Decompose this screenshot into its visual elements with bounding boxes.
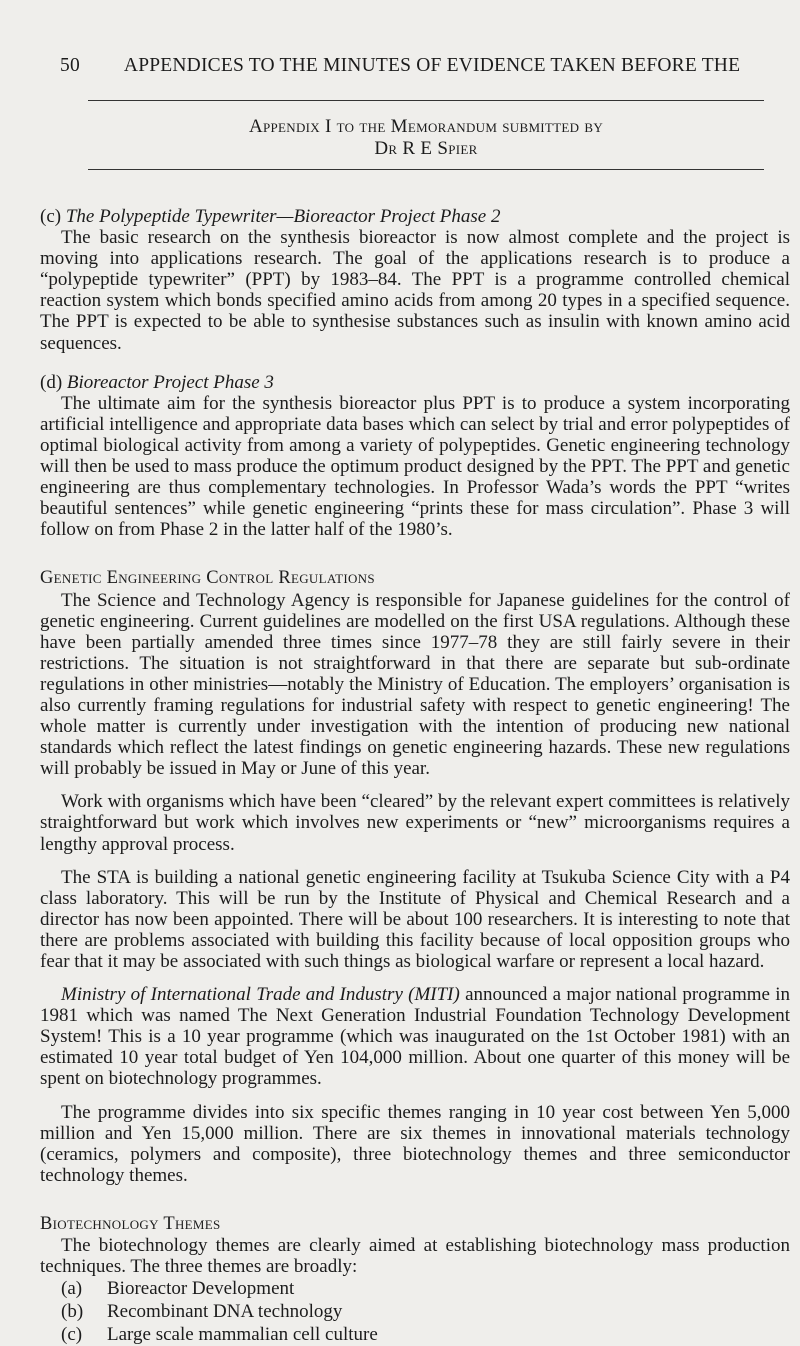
section-c-title: The Polypeptide Typewriter—Bioreactor Project Phase 2 [65,206,501,227]
section-c-label: (c) [40,206,62,227]
genetic-paragraph-2: Work with organisms which have been “cleared” by the relevant expert committees is relatively straightforward but work which involves new experiments or “new” microorganisms requires a lengthy approval process. [40,791,790,855]
document-body [40,206,790,1346]
theme-text: Bioreactor Development [107,1278,295,1300]
section-d-heading [40,372,790,393]
section-d-paragraph: The ultimate aim for the synthesis bioreactor plus PPT is to produce a system incorporating artificial intelligence and appropriate data bases which can select by trial and error polypeptides of optimal biological activity from among a variety of polypeptides. Genetic engineering technology will then be used to mass produce the optimum product designed by the PPT. The PPT and genetic engineering are thus complementary technologies. In Professor Wada’s words the PPT “writes beautiful sentences” while genetic engineering “prints these for mass circulation”. Phase 3 will follow on from Phase 2 in the latter half of the 1980’s. [40,392,790,541]
bottom-rule [88,169,764,170]
genetic-paragraph-1: The Science and Technology Agency is responsible for Japanese guidelines for the control of genetic engineering. Current guidelines are modelled on the first USA regulations. Although these have been partially amended three times since 1977–78 they are still fairly severe in their restrictions. The situation is not straightforward in that there are separate but sub-ordinate regulations in other ministries—notably the Ministry of Education. The employers’ organisation is also currently framing regulations for industrial safety with respect to genetic engineering! The whole matter is currently under investigation with the intention of producing new national standards which reflect the latest findings on genetic engineering hazards. These new regulations will probably be issued in May or June of this year. [40,589,790,780]
appendix-title-line1: Appendix I to the Memorandum submitted by [248,116,604,137]
miti-paragraph [40,984,790,1089]
section-d-title: Bioreactor Project Phase 3 [66,371,274,393]
theme-text: Recombinant DNA technology [107,1301,343,1323]
top-rule [88,100,764,101]
miti-name: Ministry of International Trade and Industry (MITI) [61,984,460,1006]
theme-marker: (c) [61,1324,83,1346]
section-c-paragraph: The basic research on the synthesis bioreactor is now almost complete and the project is moving into applications research. The goal of the applications research is to produce a “polypeptide typewriter” (PPT) by 1983–84. The PPT is a programme controlled chemical reaction system which bonds specified amino acids from among 20 types in a specified sequence. The PPT is expected to be able to synthesise substances such as insulin with known amino acid sequences. [40,227,790,354]
biotechnology-paragraph: The biotechnology themes are clearly aimed at establishing biotechnology mass production techniques. The three themes are broadly: [40,1235,790,1278]
running-title: APPENDICES TO THE MINUTES OF EVIDENCE TAKEN BEFORE THE [123,55,741,76]
list-item [40,1323,790,1346]
appendix-title-line2: Dr R E Spier [374,138,478,159]
genetic-engineering-heading: Genetic Engineering Control Regulations [40,568,375,589]
theme-marker: (b) [61,1301,84,1323]
programme-paragraph: The programme divides into six specific themes ranging in 10 year cost between Yen 5,000 million and Yen 15,000 million. There are six themes in innovational materials technology (ceramics, polymers and composite), three biotechnology themes and three semiconductor technology themes. [40,1101,790,1186]
page-number: 50 [60,55,80,76]
genetic-paragraph-3: The STA is building a national genetic engineering facility at Tsukuba Science City with a P4 class laboratory. This will be run by the Institute of Physical and Chemical Research and a director has now been appointed. There will be about 100 researchers. It is interesting to note that there are problems associated with building this facility because of local opposition groups who fear that it may be associated with such things as biological warfare or represent a local hazard. [40,866,790,972]
theme-text: Large scale mammalian cell culture [107,1324,378,1346]
section-d-label: (d) [40,371,63,393]
running-header [60,55,780,77]
section-c-heading [40,206,790,227]
miti-text: announced a major national programme in 1981 which was named The Next Generation Industrial Foundation Technology Development System! This is a 10 year programme (which was inaugurated on the 1st October 1981) with an estimated 10 year total budget of Yen 104,000 million. About one quarter of this money will be spent on biotechnology programmes. [40,984,790,1090]
list-item [40,1277,790,1300]
appendix-title [88,116,764,160]
themes-list [40,1277,790,1346]
theme-marker: (a) [61,1278,83,1300]
biotechnology-themes-heading: Biotechnology Themes [40,1213,221,1234]
